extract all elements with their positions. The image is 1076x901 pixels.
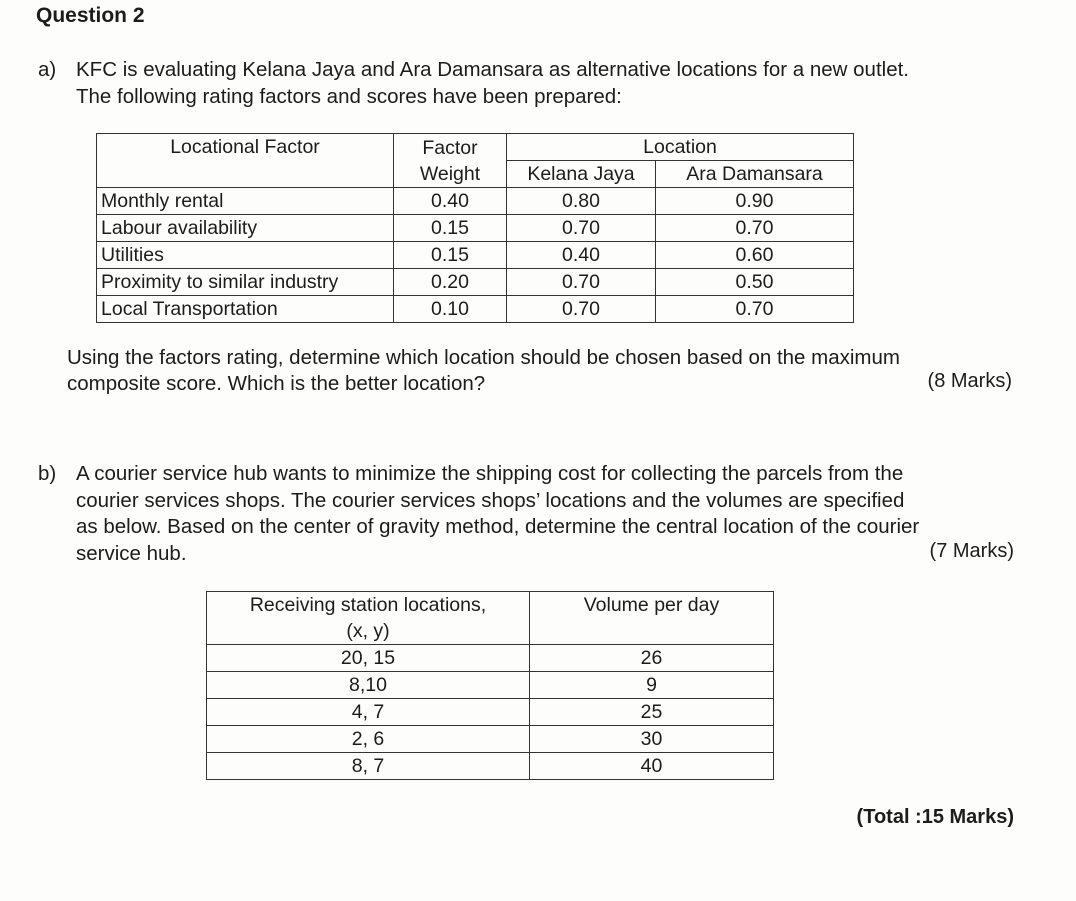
station-location: 4, 7 [207, 699, 530, 726]
factor-weight: 0.15 [394, 215, 507, 242]
header-volume-per-day: Volume per day [530, 592, 774, 645]
location-factor-table [96, 133, 854, 323]
station-location: 8, 7 [207, 753, 530, 780]
factor-name: Utilities [97, 242, 394, 269]
header-location: Location [507, 134, 854, 161]
kelana-jaya-score: 0.80 [507, 188, 656, 215]
part-b-line-2: courier services shops. The courier services shops’ locations and the volumes are specified [76, 489, 905, 512]
part-a-label: a) [38, 58, 57, 81]
part-a-question-line-2: composite score. Which is the better location? [67, 372, 486, 395]
table-row [97, 296, 854, 323]
ara-damansara-score: 0.50 [656, 269, 854, 296]
part-b-line-3: as below. Based on the center of gravity method, determine the central location of the courier [76, 515, 920, 538]
factor-name: Labour availability [97, 215, 394, 242]
header-kelana-jaya: Kelana Jaya [507, 161, 656, 188]
factor-weight: 0.10 [394, 296, 507, 323]
header-station-line-2: (x, y) [346, 620, 390, 642]
part-a-line-2: The following rating factors and scores have been prepared: [76, 85, 622, 108]
table-row [207, 645, 774, 672]
station-location: 20, 15 [207, 645, 530, 672]
part-a-marks: (8 Marks) [927, 370, 1012, 392]
table-row [207, 753, 774, 780]
table-row [207, 699, 774, 726]
ara-damansara-score: 0.90 [656, 188, 854, 215]
table-row [97, 269, 854, 296]
ara-damansara-score: 0.60 [656, 242, 854, 269]
total-marks: (Total :15 Marks) [856, 806, 1014, 828]
factor-name: Local Transportation [97, 296, 394, 323]
header-receiving-station [207, 592, 530, 645]
table-row [207, 726, 774, 753]
station-location: 2, 6 [207, 726, 530, 753]
table-row [97, 215, 854, 242]
part-b-marks: (7 Marks) [929, 540, 1014, 562]
part-b-line-1: A courier service hub wants to minimize the shipping cost for collecting the parcels from the [76, 462, 904, 485]
header-ara-damansara: Ara Damansara [656, 161, 854, 188]
header-weight-line-1: Factor [422, 136, 478, 159]
part-a-question-line-1: Using the factors rating, determine which location should be chosen based on the maximum [67, 346, 900, 369]
station-location: 8,10 [207, 672, 530, 699]
part-a-line-1: KFC is evaluating Kelana Jaya and Ara Damansara as alternative locations for a new outlet. [76, 58, 909, 81]
header-station-line-1: Receiving station locations, [249, 594, 487, 616]
station-volume: 9 [530, 672, 774, 699]
part-b-label: b) [38, 462, 57, 485]
header-factor-weight [394, 134, 507, 188]
station-volume: 40 [530, 753, 774, 780]
factor-weight: 0.40 [394, 188, 507, 215]
kelana-jaya-score: 0.40 [507, 242, 656, 269]
station-volume: 30 [530, 726, 774, 753]
part-b-line-4: service hub. [76, 542, 187, 565]
ara-damansara-score: 0.70 [656, 215, 854, 242]
station-volume: 25 [530, 699, 774, 726]
header-locational-factor: Locational Factor [97, 134, 394, 188]
kelana-jaya-score: 0.70 [507, 269, 656, 296]
factor-name: Monthly rental [97, 188, 394, 215]
ara-damansara-score: 0.70 [656, 296, 854, 323]
receiving-station-table [206, 591, 774, 780]
factor-weight: 0.20 [394, 269, 507, 296]
factor-weight: 0.15 [394, 242, 507, 269]
kelana-jaya-score: 0.70 [507, 215, 656, 242]
kelana-jaya-score: 0.70 [507, 296, 656, 323]
station-volume: 26 [530, 645, 774, 672]
table-row [207, 672, 774, 699]
factor-name: Proximity to similar industry [97, 269, 394, 296]
table-row [97, 188, 854, 215]
table-row [97, 242, 854, 269]
question-heading: Question 2 [36, 4, 145, 27]
header-weight-line-2: Weight [419, 162, 481, 185]
